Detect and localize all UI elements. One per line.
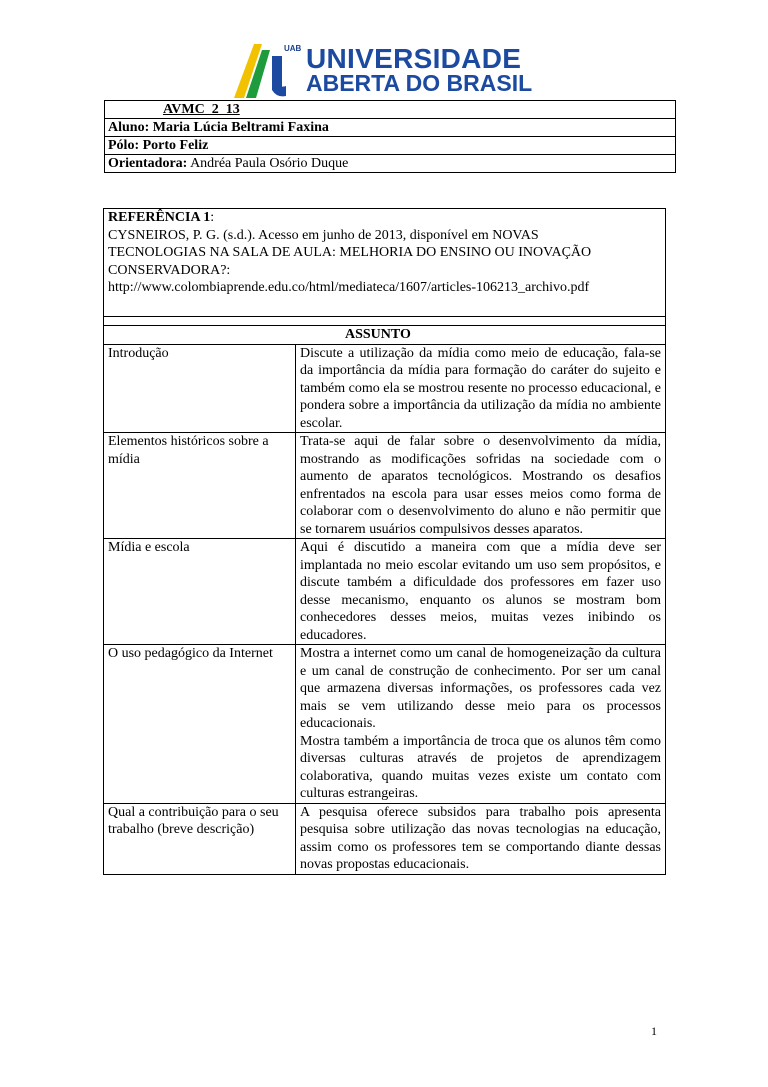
subject-table [104, 316, 665, 874]
description-cell: Trata-se aqui de falar sobre o desenvolvimento da mídia, mostrando as modificações sofridas na sociedade com o aumento de aparatos tecnológicos. Mostrando os desafios enfrentados na escola para usar esses meios como forma de colaborar com o desenvolvimento do aluno e não permitir que se tornarem usuários compulsivos desses aparatos. [296, 433, 666, 539]
topic-cell: O uso pedagógico da Internet [104, 645, 296, 804]
university-logo [232, 40, 533, 98]
citation-line: CONSERVADORA?: [108, 262, 231, 278]
subject-header: ASSUNTO [104, 326, 665, 345]
pole-row [105, 137, 676, 155]
description-cell [296, 645, 666, 804]
topic-cell: Elementos históricos sobre a mídia [104, 433, 296, 539]
student-cell [105, 119, 676, 137]
subject-header-row [104, 326, 665, 345]
advisor-row [105, 155, 676, 173]
course-row [105, 101, 676, 119]
table-row [104, 539, 665, 645]
pole-label: Pólo: [108, 138, 140, 153]
table-row [104, 433, 665, 539]
course-code-cell [105, 101, 676, 119]
subject-blank-row [104, 317, 665, 326]
description-cell: A pesquisa oferece subsidos para trabalho pois apresenta pesquisa sobre utilização das novas tecnologias na educação, assim como os professores tem se comportando diante dessas novas propostas educacionais. [296, 803, 666, 874]
description-paragraph: Mostra a internet como um canal de homogeneização da cultura e um canal de construção de conhecimento. Por ser um canal que armazena diversas informações, os professores cada vez mais se vem utilizando desse meio para os processos educacionais. [300, 646, 661, 731]
pole-name: Porto Feliz [142, 138, 209, 153]
description-paragraph: Mostra também a importância de troca que os alunos têm como diversas culturas através de projetos de aprendizagem colaborativa, quando muitas vezes existe um contato com culturas estrangeiras. [300, 733, 661, 801]
student-name: Maria Lúcia Beltrami Faxina [152, 120, 329, 135]
table-row [104, 645, 665, 804]
description-cell: Aqui é discutido a maneira com que a mídia deve ser implantada no meio escolar evitando um uso sem propósitos, e discute também a dificuldade dos professores em fazer uso desse mecanismo, enquanto os alunos se mostram bom conhecedores desses meios, muitas vezes inibindo os educadores. [296, 539, 666, 645]
reference-citation [104, 209, 665, 316]
citation-line: CYSNEIROS, P. G. (s.d.). Acesso em junho de 2013, disponível em NOVAS [108, 227, 539, 243]
description-cell: Discute a utilização da mídia como meio de educação, fala-se da importância da mídia para formação do caráter do sujeito e também como ela se mostrou resente no processo educacional, e pondera sobre a importância da utilização da mídia no ambiente escolar. [296, 344, 666, 433]
course-code: AVMC_2_13 [163, 102, 240, 117]
citation-url: http://www.colombiaprende.edu.co/html/mediateca/1607/articles-106213_archivo.pdf [108, 280, 590, 295]
reference-title [108, 209, 661, 227]
advisor-label: Orientadora: [108, 156, 188, 171]
reference-label: REFERÊNCIA 1 [108, 210, 211, 225]
logo-wordmark [306, 43, 533, 96]
advisor-cell [105, 155, 676, 173]
blank-cell [104, 317, 665, 326]
advisor-name: Andréa Paula Osório Duque [190, 156, 349, 171]
logo-tag: UAB [284, 44, 302, 53]
topic-cell: Introdução [104, 344, 296, 433]
header-info-table [104, 100, 676, 173]
reference-box [103, 208, 666, 875]
page-number: 1 [651, 1024, 657, 1038]
pole-cell [105, 137, 676, 155]
table-row [104, 803, 665, 874]
student-row [105, 119, 676, 137]
topic-cell: Mídia e escola [104, 539, 296, 645]
student-label: Aluno: [108, 120, 150, 135]
citation-line: TECNOLOGIAS NA SALA DE AULA: MELHORIA DO ENSINO OU INOVAÇÃO [108, 245, 592, 260]
topic-cell: Qual a contribuição para o seu trabalho (breve descrição) [104, 803, 296, 874]
table-row [104, 344, 665, 433]
reference-colon: : [210, 210, 215, 225]
logo-line-2: ABERTA DO BRASIL [306, 70, 533, 96]
logo-line-1: UNIVERSIDADE [306, 43, 522, 74]
